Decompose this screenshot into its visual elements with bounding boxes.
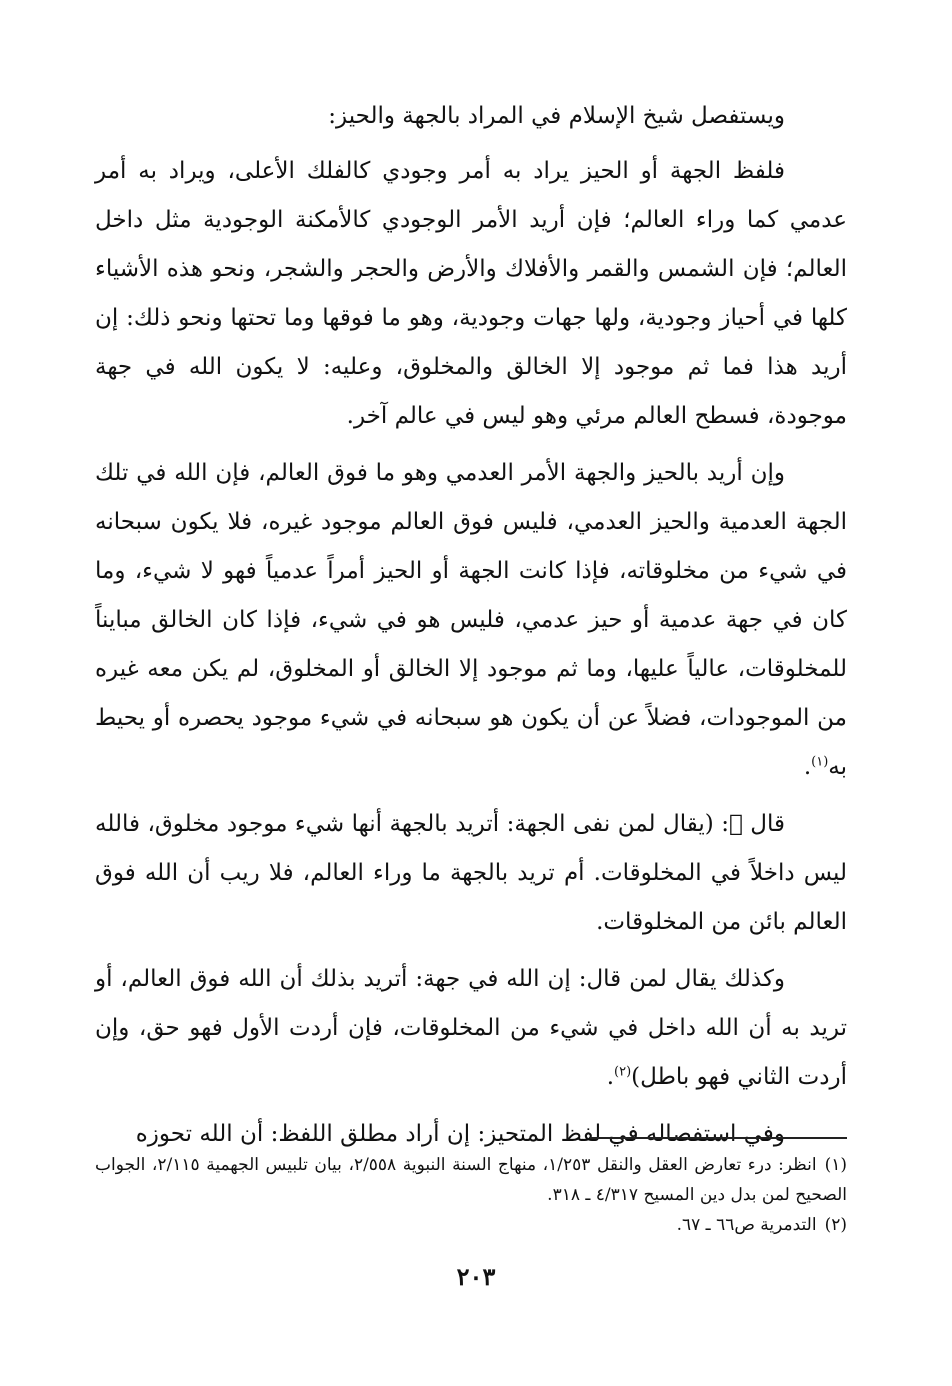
footnote-1-number: (١) [824,1155,847,1175]
paragraph-2-end: . [803,754,812,780]
footnote-separator [590,1137,847,1139]
footnote-1 [95,1150,847,1210]
footnotes [95,1150,847,1240]
footnote-2-text: التدمرية ص٦٦ ـ ٦٧. [676,1215,817,1235]
intro-line: ويستفصل شيخ الإسلام في المراد بالجهة والحيز: [328,103,785,129]
footnote-2 [95,1210,847,1240]
paragraph-1: فلفظ الجهة أو الحيز يراد به أمر وجودي كالفلك الأعلى، ويراد به أمر عدمي كما وراء العالم؛ فإن أريد الأمر الوجودي كالأمكنة الوجودية مثل داخل العالم؛ فإن الشمس والقمر والأفلاك والأرض والحجر والشجر، ونحو هذه الأشياء كلها في أحياز وجودية، ولها جهات وجودية، وهو ما فوقها وما تحتها ونحو ذلك: إن أريد هذا فما ثم موجود إلا الخالق والمخلوق، وعليه: لا يكون الله في جهة موجودة، فسطح العالم مرئي وهو ليس في عالم آخر. [95,158,847,429]
page-body [95,92,847,1159]
paragraph-5: وفي استفصاله في لفظ المتحيز: إن أراد مطلق اللفظ: أن الله تحوزه [135,1121,785,1147]
paragraph-2 [95,449,847,792]
page-number: ٢٠٣ [456,1262,496,1291]
footnote-2-number: (٢) [824,1215,847,1235]
paragraph-3: قال ﷬: (يقال لمن نفى الجهة: أتريد بالجهة أنها شيء موجود مخلوق، فالله ليس داخلاً في المخلوقات. أم تريد بالجهة ما وراء العالم، فلا ريب أن الله فوق العالم بائن من المخلوقات. [95,811,847,935]
footnote-1-text: انظر: درء تعارض العقل والنقل ١/٢٥٣، منهاج السنة النبوية ٢/٥٥٨، بيان تلبيس الجهمية ٢/١١٥، الجواب الصحيح لمن بدل دين المسيح ٤/٣١٧ ـ ٣١٨. [95,1155,847,1205]
paragraph-4-text: وكذلك يقال لمن قال: إن الله في جهة: أتريد بذلك أن الله فوق العالم، أو تريد به أن الله داخل في شيء من المخلوقات، فإن أردت الأول فهو حق، وإن أردت الثاني فهو باطل) [95,966,847,1090]
footnote-ref-2: (٢) [614,1064,632,1080]
footnote-ref-1: (١) [811,754,829,770]
paragraph-2-text: وإن أريد بالحيز والجهة الأمر العدمي وهو ما فوق العالم، فإن الله في تلك الجهة العدمية والحيز العدمي، فليس فوق العالم موجود غيره، فلا يكون سبحانه في شيء من مخلوقاته، فإذا كانت الجهة أو الحيز أمراً عدمياً فهو لا شيء، وما كان في جهة عدمية أو حيز عدمي، فليس هو في شيء، فإذا كان الخالق مبايناً للمخلوقات، عالياً عليها، وما ثم موجود إلا الخالق أو المخلوق، لم يكن معه غيره من الموجودات، فضلاً عن أن يكون هو سبحانه في شيء موجود يحصره أو يحيط به [95,460,847,780]
paragraph-4 [95,955,847,1102]
paragraph-4-end: . [606,1064,615,1090]
